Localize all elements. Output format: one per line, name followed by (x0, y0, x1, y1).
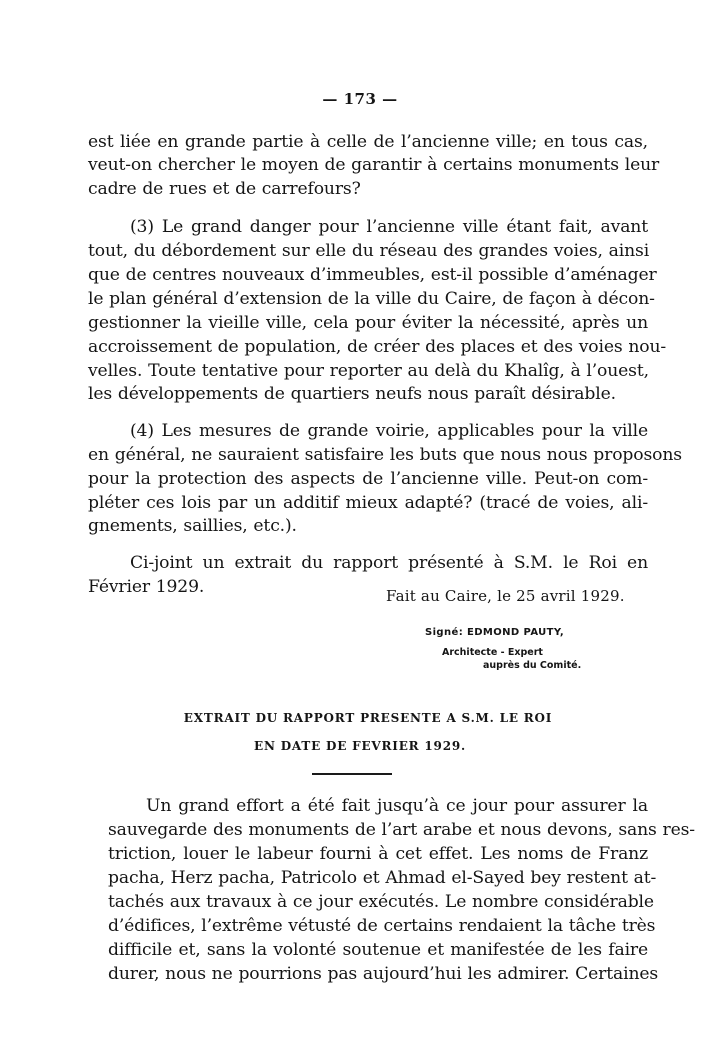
text-line: pacha, Herz pacha, Patricolo et Ahmad el-Sayed bey restent at- (108, 868, 657, 888)
extract-heading-line1: EXTRAIT DU RAPPORT PRESENTE A S.M. LE ROI (183, 711, 553, 725)
text-line: les développements de quartiers neufs nous paraît désirable. (88, 384, 616, 404)
text-line: difficile et, sans la volonté soutenue et manifestée de les faire (108, 940, 648, 960)
text-line: accroissement de population, de créer des places et des voies nou- (88, 337, 667, 357)
text-line: en général, ne sauraient satisfaire les buts que nous nous proposons (88, 445, 682, 465)
text-line: le plan général d’extension de la ville du Caire, de façon à décon- (88, 289, 655, 309)
page-number: — 173 — (322, 90, 398, 108)
text-line: que de centres nouveaux d’immeubles, est-il possible d’aménager (88, 265, 657, 285)
text-line: durer, nous ne pourrions pas aujourd’hui les admirer. Certaines (108, 964, 659, 984)
paragraph-3-start: (3) Le grand danger pour l’ancienne ville étant fait, avant (130, 217, 648, 237)
paragraph-4-start: (4) Les mesures de grande voirie, applicables pour la ville (130, 421, 648, 441)
text-line: pléter ces lois par un additif mieux adapté? (tracé de voies, ali- (88, 493, 648, 513)
text-line: gestionner la vieille ville, cela pour éviter la nécessité, après un (88, 313, 648, 333)
text-line: tachés aux travaux à ce jour exécutés. Le nombre considérable (108, 892, 654, 912)
text-line: tout, du débordement sur elle du réseau des grandes voies, ainsi (88, 241, 650, 261)
text-line: Un grand effort a été fait jusqu’à ce jour pour assurer la (146, 796, 648, 816)
signature-role: Architecte - Expert (442, 647, 543, 658)
text-line: est liée en grande partie à celle de l’ancienne ville; en tous cas, (88, 132, 648, 152)
section-divider (312, 773, 392, 775)
text-line: sauvegarde des monuments de l’art arabe et nous devons, sans res- (108, 820, 695, 840)
text-line: cadre de rues et de carrefours? (88, 179, 361, 199)
text-line: velles. Toute tentative pour reporter au delà du Khalîg, à l’ouest, (88, 361, 649, 381)
text-line: veut-on chercher le moyen de garantir à certains monuments leur (88, 155, 660, 175)
extract-heading-line2: EN DATE DE FEVRIER 1929. (254, 739, 466, 753)
text-line: Février 1929. (88, 577, 205, 597)
text-line: pour la protection des aspects de l’ancienne ville. Peut-on com- (88, 469, 648, 489)
attachment-note: Ci-joint un extrait du rapport présenté à S.M. le Roi en (130, 553, 648, 573)
signature-committee: auprès du Comité. (483, 660, 582, 671)
text-line: gnements, saillies, etc.). (88, 516, 297, 536)
text-line: triction, louer le labeur fourni à cet effet. Les noms de Franz (108, 844, 648, 864)
text-line: d’édifices, l’extrême vétusté de certains rendaient la tâche très (108, 916, 656, 936)
signature-name: Signé: EDMOND PAUTY, (425, 627, 565, 638)
place-and-date: Fait au Caire, le 25 avril 1929. (386, 587, 625, 605)
